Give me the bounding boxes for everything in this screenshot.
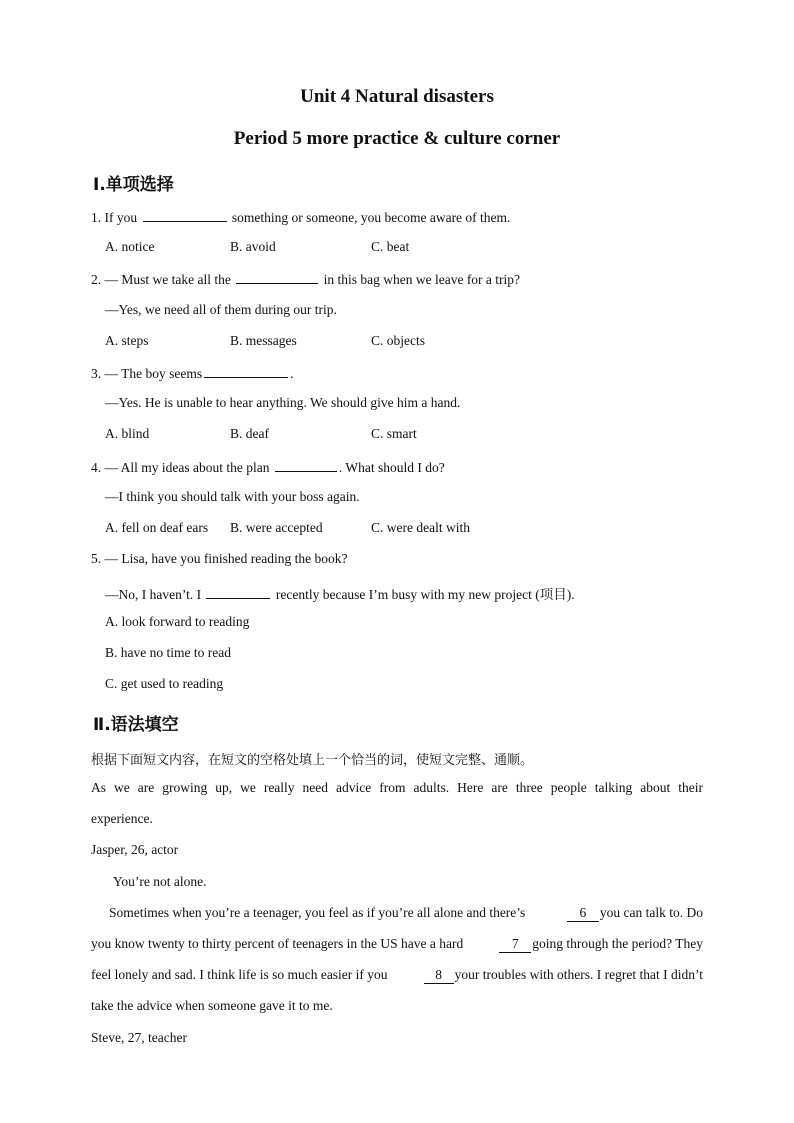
paragraph-line: Sometimes when you’re a teenager, you feel as if you’re all alone and there’s 6 you can talk to. Do — [109, 905, 703, 920]
question-2-reply: —Yes, we need all of them during our trip. — [105, 302, 337, 317]
question-4: 4. — All my ideas about the plan . What should I do? — [91, 460, 445, 475]
answer-blank — [206, 585, 270, 599]
option-c: C. objects — [371, 333, 425, 348]
numbered-blank-6: 6 — [567, 905, 599, 922]
paragraph-line: you know twenty to thirty percent of teenagers in the US have a hard 7 going through the period? They — [91, 936, 703, 951]
option-b: B. messages — [230, 333, 297, 348]
answer-blank — [275, 458, 337, 472]
option-a: A. blind — [105, 426, 150, 441]
option-b: B. avoid — [230, 239, 276, 254]
option-b: B. were accepted — [230, 520, 323, 535]
paragraph-line: You’re not alone. — [113, 874, 207, 889]
option-a: A. fell on deaf ears — [105, 520, 209, 535]
paragraph-line: take the advice when someone gave it to me. — [91, 998, 333, 1013]
page-subtitle: Period 5 more practice & culture corner — [233, 128, 561, 149]
question-4-reply: —I think you should talk with your boss again. — [105, 489, 360, 504]
option-b: B. have no time to read — [105, 645, 231, 660]
speaker-steve: Steve, 27, teacher — [91, 1030, 187, 1045]
passage-intro-end: experience. — [91, 811, 153, 826]
option-c: C. get used to reading — [105, 676, 224, 691]
instruction-text: 根据下面短文内容，在短文的空格处填上一个恰当的词，使短文完整、通顺。 — [91, 753, 534, 768]
section-heading-choice: Ⅰ.单项选择 — [93, 175, 174, 195]
option-c: C. beat — [371, 239, 410, 254]
numbered-blank-8: 8 — [424, 967, 454, 984]
numbered-blank-7: 7 — [499, 936, 531, 953]
option-a: A. steps — [105, 333, 149, 348]
section-heading-grammar: Ⅱ.语法填空 — [93, 715, 179, 735]
option-b: B. deaf — [230, 426, 269, 441]
option-c: C. smart — [371, 426, 417, 441]
question-2: 2. — Must we take all the in this bag when we leave for a trip? — [91, 272, 521, 287]
question-5-reply: —No, I haven’t. I recently because I’m busy with my new project (项目). — [105, 587, 575, 602]
answer-blank — [143, 208, 227, 222]
page-title: Unit 4 Natural disasters — [300, 86, 494, 107]
option-a: A. look forward to reading — [105, 614, 250, 629]
answer-blank — [236, 270, 318, 284]
option-a: A. notice — [105, 239, 155, 254]
question-1: 1. If you something or someone, you become aware of them. — [91, 210, 511, 225]
question-3-reply: —Yes. He is unable to hear anything. We should give him a hand. — [105, 395, 461, 410]
paragraph-line: feel lonely and sad. I think life is so much easier if you 8 your troubles with others. I regret that I didn’t — [91, 967, 703, 982]
answer-blank — [204, 364, 288, 378]
option-c: C. were dealt with — [371, 520, 470, 535]
speaker-jasper: Jasper, 26, actor — [91, 842, 179, 857]
question-5: 5. — Lisa, have you finished reading the book? — [91, 551, 348, 566]
passage-intro: As we are growing up, we really need advice from adults. Here are three people talking about their — [91, 780, 703, 795]
question-3: 3. — The boy seems . — [91, 366, 294, 381]
